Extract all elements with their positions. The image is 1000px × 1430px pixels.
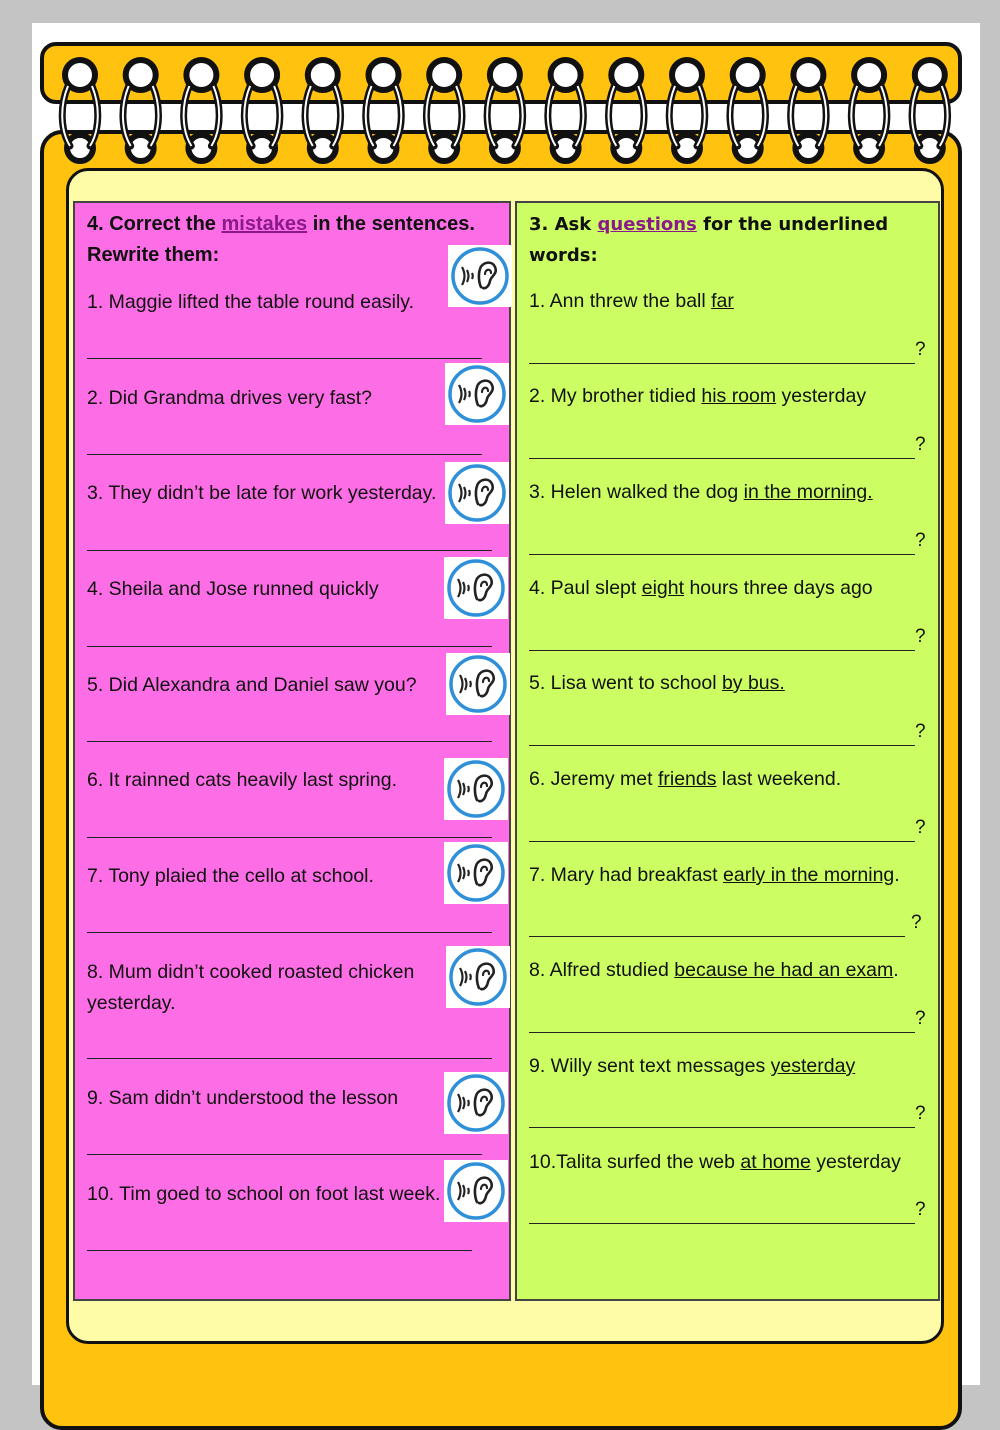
answer-line-5[interactable] (87, 741, 492, 742)
heading-suffix: in the sentences. (312, 213, 475, 235)
question-mark: ? (915, 1103, 926, 1124)
answer-line-q5[interactable] (529, 745, 915, 746)
underlined-word: early in the morning (723, 864, 895, 886)
answer-line-6[interactable] (87, 837, 492, 838)
underlined-word: yesterday (770, 1055, 856, 1077)
right-item-9: 9. Willy sent text messages yesterday (529, 1055, 856, 1077)
heading-line2: Rewrite them: (87, 244, 220, 266)
spiral-ring (609, 60, 645, 161)
right-item-7: 7. Mary had breakfast early in the morning. (529, 864, 900, 886)
ear-audio-icon (448, 245, 512, 307)
heading-prefix: 3. Ask (529, 214, 592, 235)
left-item-7: 7. Tony plaied the cello at school. (87, 865, 374, 887)
audio-button-6[interactable] (444, 758, 508, 820)
spiral-ring (184, 60, 220, 161)
ear-audio-icon (444, 842, 508, 904)
right-item-8: 8. Alfred studied because he had an exam. (529, 959, 899, 981)
left-item-6: 6. It rainned cats heavily last spring. (87, 769, 397, 791)
answer-line-q8[interactable] (529, 1032, 915, 1033)
answer-line-q2[interactable] (529, 458, 915, 459)
spiral-ring (123, 60, 159, 161)
question-mark: ? (915, 530, 926, 551)
question-mark: ? (915, 721, 926, 742)
underlined-word: by bus. (721, 672, 785, 694)
audio-button-2[interactable] (445, 363, 509, 425)
answer-line-9[interactable] (87, 1154, 482, 1155)
spiral-ring (487, 60, 523, 161)
audio-button-1[interactable] (448, 245, 512, 307)
right-item-1: 1. Ann threw the ball far (529, 290, 734, 312)
underlined-word: because he had an exam (674, 959, 894, 981)
left-item-9: 9. Sam didn’t understood the lesson (87, 1087, 399, 1109)
answer-line-10[interactable] (87, 1250, 472, 1251)
underlined-word: friends (657, 768, 717, 790)
answer-line-q10[interactable] (529, 1223, 915, 1224)
ear-audio-icon (445, 363, 509, 425)
right-item-10: 10.Talita surfed the web at home yesterday (529, 1151, 901, 1173)
audio-button-10[interactable] (444, 1160, 508, 1222)
question-mark: ? (915, 339, 926, 360)
answer-line-7[interactable] (87, 932, 492, 933)
ear-audio-icon (444, 557, 508, 619)
left-item-3: 3. They didn’t be late for work yesterday. (87, 482, 437, 504)
spiral-ring (548, 60, 584, 161)
right-item-2: 2. My brother tidied his room yesterday (529, 385, 867, 407)
ear-audio-icon (444, 1160, 508, 1222)
audio-button-4[interactable] (444, 557, 508, 619)
heading-keyword: mistakes (221, 213, 308, 235)
answer-line-q1[interactable] (529, 363, 915, 364)
question-mark: ? (915, 434, 926, 455)
audio-button-3[interactable] (445, 462, 509, 524)
ear-audio-icon (446, 653, 510, 715)
question-mark: ? (911, 912, 922, 933)
audio-button-9[interactable] (444, 1072, 508, 1134)
question-mark: ? (915, 1199, 926, 1220)
right-item-6: 6. Jeremy met friends last weekend. (529, 768, 842, 790)
left-item-5: 5. Did Alexandra and Daniel saw you? (87, 674, 417, 696)
answer-line-q4[interactable] (529, 650, 915, 651)
answer-line-q6[interactable] (529, 841, 915, 842)
heading-suffix: for the underlined (703, 214, 889, 235)
answer-line-2[interactable] (87, 454, 482, 455)
left-item-4: 4. Sheila and Jose runned quickly (87, 578, 379, 600)
right-panel-heading (529, 209, 888, 271)
answer-line-q9[interactable] (529, 1127, 915, 1128)
spiral-ring (791, 60, 827, 161)
heading-line2: words: (529, 245, 598, 266)
audio-button-5[interactable] (446, 653, 510, 715)
answer-line-3[interactable] (87, 550, 492, 551)
left-panel-heading (87, 209, 475, 271)
underlined-word: far (711, 290, 734, 312)
right-item-4: 4. Paul slept eight hours three days ago (529, 577, 873, 599)
spiral-ring (244, 60, 280, 161)
answer-line-q3[interactable] (529, 554, 915, 555)
spiral-ring (669, 60, 705, 161)
ask-questions-panel (515, 201, 940, 1301)
answer-line-4[interactable] (87, 646, 492, 647)
left-item-1: 1. Maggie lifted the table round easily. (87, 291, 415, 313)
spiral-rings (0, 50, 1000, 170)
underlined-word: in the morning. (743, 481, 873, 503)
spiral-ring (730, 60, 766, 161)
underlined-word: eight (641, 577, 685, 599)
underlined-word: his room (701, 385, 777, 407)
spiral-ring (305, 60, 341, 161)
ear-audio-icon (446, 946, 510, 1008)
ear-audio-icon (444, 1072, 508, 1134)
spiral-ring (851, 60, 887, 161)
question-mark: ? (915, 1008, 926, 1029)
left-item-10: 10. Tim goed to school on foot last week. (87, 1183, 441, 1205)
spiral-ring (912, 60, 948, 161)
spiral-ring (426, 60, 462, 161)
question-mark: ? (915, 817, 926, 838)
left-item-8: 8. Mum didn’t cooked roasted chicken yesterday. (87, 961, 415, 1014)
answer-line-1[interactable] (87, 358, 482, 359)
question-mark: ? (915, 626, 926, 647)
right-item-3: 3. Helen walked the dog in the morning. (529, 481, 873, 503)
ear-audio-icon (445, 462, 509, 524)
underlined-word: at home (740, 1151, 811, 1173)
answer-line-8[interactable] (87, 1058, 492, 1059)
left-item-2: 2. Did Grandma drives very fast? (87, 387, 373, 409)
answer-line-q7[interactable] (529, 936, 905, 937)
spiral-ring (366, 60, 402, 161)
ear-audio-icon (444, 758, 508, 820)
audio-button-7[interactable] (444, 842, 508, 904)
heading-prefix: 4. Correct the (87, 213, 216, 235)
heading-keyword: questions (597, 214, 697, 235)
right-item-5: 5. Lisa went to school by bus. (529, 672, 785, 694)
audio-button-8[interactable] (446, 946, 510, 1008)
spiral-ring (62, 60, 98, 161)
